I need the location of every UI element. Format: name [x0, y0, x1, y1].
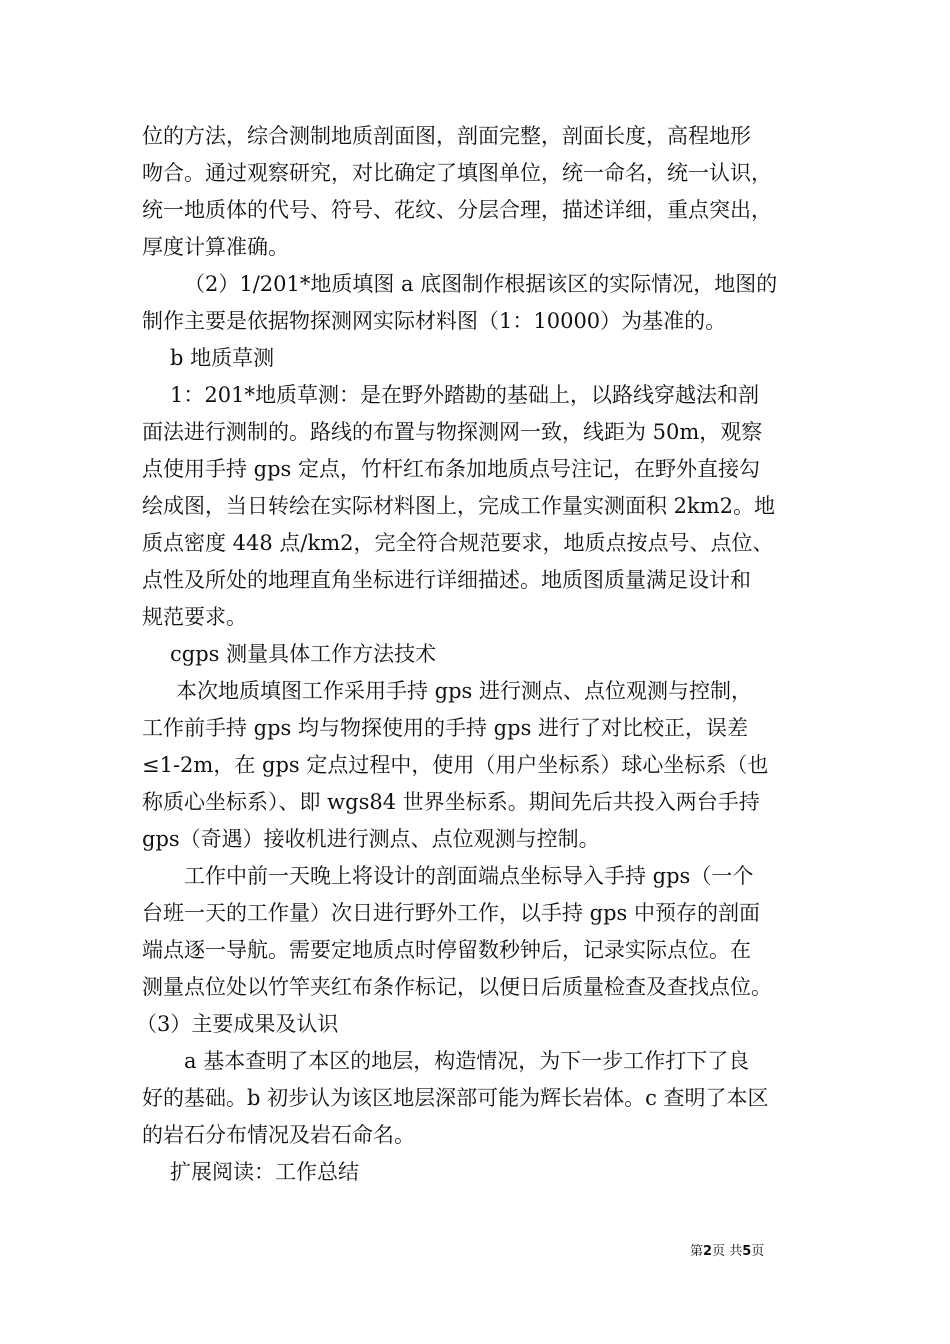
text-line: 好的基础。b 初步认为该区地层深部可能为辉长岩体。c 查明了本区 — [142, 1086, 769, 1110]
text-line: ≤1-2m，在 gps 定点过程中，使用（用户坐标系）球心坐标系（也 — [142, 753, 769, 777]
footer-middle: 页 共 — [712, 1244, 743, 1259]
text-line: 点性及所处的地理直角坐标进行详细描述。地质图质量满足设计和 — [142, 568, 751, 592]
text-line: （2）1/201*地质填图 a 底图制作根据该区的实际情况，地图的 — [184, 272, 778, 296]
text-line: 台班一天的工作量）次日进行野外工作，以手持 gps 中预存的剖面 — [142, 901, 761, 925]
page-footer — [690, 1243, 830, 1261]
text-line: gps（奇遇）接收机进行测点、点位观测与控制。 — [142, 827, 600, 851]
footer-prefix: 第 — [690, 1244, 704, 1259]
text-line: 制作主要是依据物探测网实际材料图（1：10000）为基准的。 — [142, 309, 727, 333]
section-heading: （3）主要成果及认识 — [136, 1012, 339, 1036]
text-line: 规范要求。 — [142, 605, 247, 629]
text-line: 厚度计算准确。 — [142, 235, 289, 259]
text-line: b 地质草测 — [170, 346, 275, 370]
current-page-number: 2 — [703, 1244, 713, 1259]
text-line: 位的方法，综合测制地质剖面图，剖面完整，剖面长度，高程地形 — [142, 124, 751, 148]
text-line: 工作前手持 gps 均与物探使用的手持 gps 进行了对比校正，误差 — [142, 716, 749, 740]
text-line: 端点逐一导航。需要定地质点时停留数秒钟后，记录实际点位。在 — [142, 938, 751, 962]
text-line: 的岩石分布情况及岩石命名。 — [142, 1123, 415, 1147]
text-line: 吻合。通过观察研究，对比确定了填图单位，统一命名，统一认识， — [142, 161, 772, 185]
text-line: 统一地质体的代号、符号、花纹、分层合理，描述详细，重点突出， — [142, 198, 772, 222]
document-body — [136, 118, 814, 1191]
extended-reading-label: 扩展阅读：工作总结 — [170, 1160, 359, 1184]
text-line: 本次地质填图工作采用手持 gps 进行测点、点位观测与控制， — [176, 679, 753, 703]
text-line: 1：201*地质草测：是在野外踏勘的基础上，以路线穿越法和剖 — [170, 383, 759, 407]
text-line: 工作中前一天晚上将设计的剖面端点坐标导入手持 gps（一个 — [184, 864, 754, 888]
text-line: 质点密度 448 点/km2，完全符合规范要求，地质点按点号、点位、 — [142, 531, 774, 555]
text-line: a 基本查明了本区的地层，构造情况，为下一步工作打下了良 — [184, 1049, 750, 1073]
footer-suffix: 页 — [751, 1244, 765, 1259]
text-line: 测量点位处以竹竿夹红布条作标记，以便日后质量检查及查找点位。 — [142, 975, 772, 999]
text-line: 绘成图，当日转绘在实际材料图上，完成工作量实测面积 2km2。地 — [142, 494, 776, 518]
text-line: 点使用手持 gps 定点，竹杆红布条加地质点号注记，在野外直接勾 — [142, 457, 761, 481]
text-line: cgps 测量具体工作方法技术 — [170, 642, 437, 666]
total-page-count: 5 — [742, 1244, 752, 1259]
text-line: 称质心坐标系）、即 wgs84 世界坐标系。期间先后共投入两台手持 — [142, 790, 760, 814]
text-line: 面法进行测制的。路线的布置与物探测网一致，线距为 50m，观察 — [142, 420, 763, 444]
